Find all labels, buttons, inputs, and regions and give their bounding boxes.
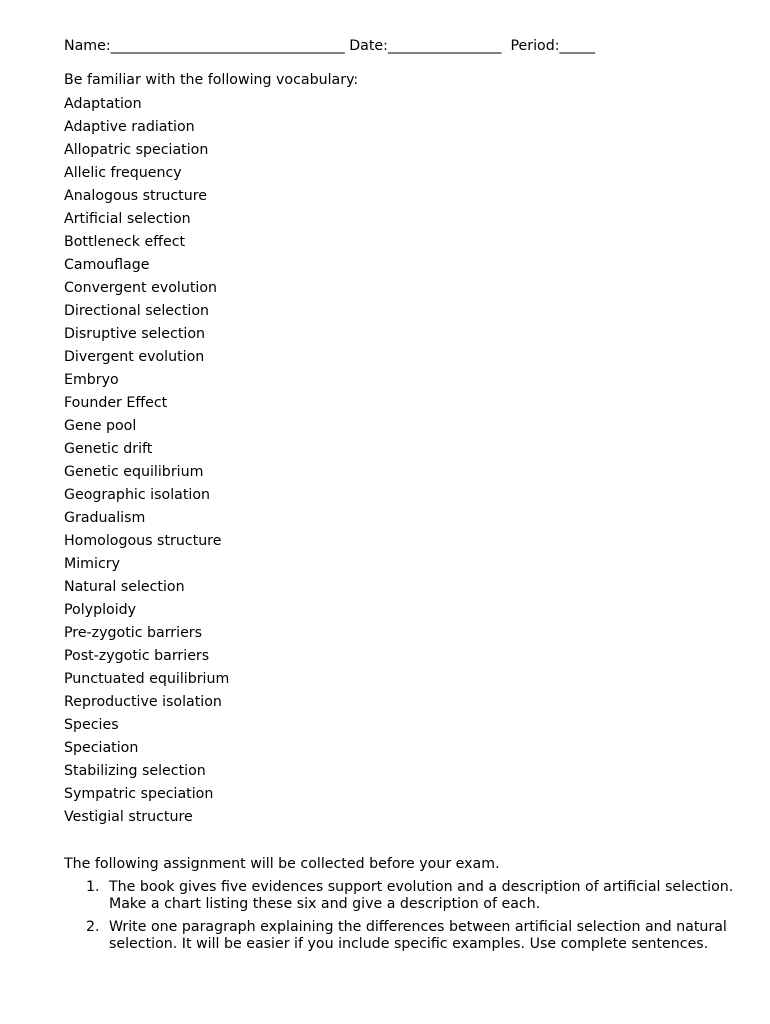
vocabulary-term: Pre-zygotic barriers bbox=[64, 625, 203, 641]
vocabulary-term: Convergent evolution bbox=[64, 280, 218, 296]
student-info-header bbox=[64, 36, 734, 56]
vocabulary-term: Reproductive isolation bbox=[64, 694, 222, 710]
vocabulary-term: Species bbox=[64, 717, 119, 733]
assignment-intro: The following assignment will be collected before your exam. bbox=[64, 856, 500, 872]
vocabulary-term: Disruptive selection bbox=[64, 326, 205, 342]
vocabulary-term: Gradualism bbox=[64, 510, 146, 526]
vocabulary-term: Vestigial structure bbox=[64, 809, 193, 825]
assignment-task-list bbox=[64, 879, 734, 952]
task-text: The book gives five evidences support evolution and a description of artificial selection. Make a chart listing these six and give a description of each. bbox=[109, 879, 734, 912]
name-label: Name: bbox=[64, 38, 111, 54]
task-text: Write one paragraph explaining the differences between artificial selection and natural selection. It will be easier if you include specific examples. Use complete sentences. bbox=[109, 919, 727, 952]
vocabulary-term: Embryo bbox=[64, 372, 119, 388]
vocabulary-term: Adaptation bbox=[64, 96, 142, 112]
period-blank: _____ bbox=[559, 38, 595, 54]
period-label: Period: bbox=[510, 38, 560, 54]
vocabulary-term: Sympatric speciation bbox=[64, 786, 214, 802]
date-label: Date: bbox=[349, 38, 388, 54]
vocabulary-term: Bottleneck effect bbox=[64, 234, 186, 250]
vocabulary-term: Founder Effect bbox=[64, 395, 168, 411]
assignment-task bbox=[64, 919, 734, 952]
vocabulary-term: Camouflage bbox=[64, 257, 150, 273]
vocabulary-term: Allopatric speciation bbox=[64, 142, 209, 158]
vocabulary-term: Genetic equilibrium bbox=[64, 464, 204, 480]
vocabulary-term: Stabilizing selection bbox=[64, 763, 206, 779]
vocabulary-term: Post-zygotic barriers bbox=[64, 648, 210, 664]
vocabulary-term: Analogous structure bbox=[64, 188, 207, 204]
vocabulary-term: Natural selection bbox=[64, 579, 185, 595]
vocabulary-term: Punctuated equilibrium bbox=[64, 671, 230, 687]
vocabulary-term: Adaptive radiation bbox=[64, 119, 195, 135]
vocabulary-term: Divergent evolution bbox=[64, 349, 205, 365]
vocabulary-term: Artificial selection bbox=[64, 211, 191, 227]
vocabulary-term: Genetic drift bbox=[64, 441, 153, 457]
vocabulary-term: Directional selection bbox=[64, 303, 210, 319]
task-number: 1. bbox=[86, 879, 100, 895]
vocabulary-term: Mimicry bbox=[64, 556, 120, 572]
date-blank: ________________ bbox=[387, 38, 502, 54]
vocabulary-intro: Be familiar with the following vocabulary: bbox=[64, 72, 359, 88]
name-blank: _________________________________ bbox=[110, 38, 345, 54]
vocabulary-term: Homologous structure bbox=[64, 533, 222, 549]
vocabulary-list bbox=[64, 93, 734, 829]
vocabulary-term: Speciation bbox=[64, 740, 139, 756]
assignment-task bbox=[64, 879, 734, 912]
vocabulary-term: Polyploidy bbox=[64, 602, 137, 618]
vocabulary-term: Gene pool bbox=[64, 418, 137, 434]
worksheet-page bbox=[64, 36, 734, 959]
task-number: 2. bbox=[86, 919, 100, 935]
vocabulary-term: Allelic frequency bbox=[64, 165, 182, 181]
vocabulary-term: Geographic isolation bbox=[64, 487, 211, 503]
